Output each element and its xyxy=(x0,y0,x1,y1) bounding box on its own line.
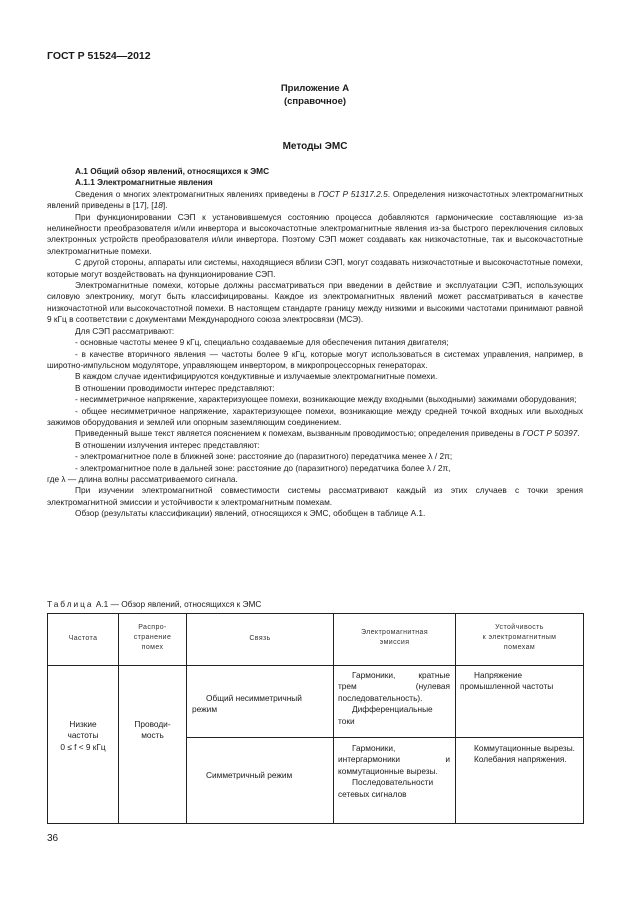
appendix-title: Приложение А xyxy=(280,83,350,94)
body-text xyxy=(47,166,583,520)
emission-line: Дифференциальные токи xyxy=(338,704,433,726)
list-item: - электромагнитное поле в дальней зоне: расстояние до (паразитного) передатчика более λ / 2π, xyxy=(75,462,451,473)
list-item: - основные частоты менее 9 кГц, специально создаваемые для обеспечения питания двигателя; xyxy=(75,337,449,348)
table-cell-frequency: Низкие частоты 0 ≤ f < 9 кГц xyxy=(60,719,106,752)
immunity-line: Колебания напряжения. xyxy=(474,754,567,765)
page-number: 36 xyxy=(47,833,59,844)
list-item: - несимметричное напряжение, характеризующее помехи, возникающие между входными (выходными) зажимами оборудования; xyxy=(75,394,577,405)
section-title: Методы ЭМС xyxy=(282,141,348,152)
paragraph: В отношении излучения интерес представляют: xyxy=(75,439,260,450)
paragraph: Электромагнитные помехи, которые должны рассматриваться при введении в действие и эксплуатации СЭП, использующих силовую электронику, могут быть классифицированы. Каждое из электромагнитных явлений может рассматриваться в качестве низкочастотной или высокочастотной помехи. В настоящем стандарте границу между низкими и высокими частотами принимают равной 9 кГц в соответствии с документами Международного союза электросвязи (МСЭ). xyxy=(47,280,583,325)
table-caption-label: Таблица xyxy=(47,599,94,609)
list-item: - в качестве вторичного явления — частоты более 9 кГц, которые могут использоваться в системах управления, например, в широтно-импульсном модуляторе, управляющем инвертором, в микропроцессорных генераторах. xyxy=(47,348,583,370)
list-item: - электромагнитное поле в ближней зоне: расстояние до (паразитного) передатчика менее λ / 2π; xyxy=(75,451,453,462)
paragraph: В отношении проводимости интерес представляют: xyxy=(75,382,275,393)
table-cell-immunity xyxy=(460,670,578,693)
paragraph: где λ — длина волны рассматриваемого сигнала. xyxy=(47,473,238,484)
paragraph: В каждом случае идентифицируются кондуктивные и излучаемые электромагнитные помехи. xyxy=(75,371,438,382)
table-cell-propagation: Проводи- мость xyxy=(134,719,171,741)
paragraph: Обзор (результаты классификации) явлений, относящихся к ЭМС, обобщен в таблице А.1. xyxy=(75,508,426,519)
immunity-line: Коммутационные вырезы. xyxy=(474,743,575,753)
paragraph: Для СЭП рассматривают: xyxy=(75,325,175,336)
list-item: - общее несимметричное напряжение, характеризующее помехи, возникающие между средней точкой входных или выходных зажимов оборудования и землей или опорным заземляющим соединением. xyxy=(47,405,583,427)
paragraph: При изучении электромагнитной совместимости системы рассматривают каждый из этих случаев с точки зрения электромагнитной эмиссии и устойчивости к электромагнитным помехам. xyxy=(47,485,583,507)
standard-reference: ГОСТ Р 51317.2.5 xyxy=(318,188,388,199)
emission-line: Гармоники, кратные трем (нулевая последовательность). xyxy=(338,670,450,703)
table-cell-immunity xyxy=(460,743,578,766)
table-header-immunity: Устойчивость к электромагнитным помехам xyxy=(482,624,557,651)
table-cell-emission xyxy=(338,743,450,800)
table-header-emission: Электромагнитная эмиссия xyxy=(360,629,429,646)
standard-reference: ГОСТ Р 50397 xyxy=(522,428,578,439)
paragraph: С другой стороны, аппараты или системы, находящиеся вблизи СЭП, могут создавать низкочастотные и высокочастотные помехи, которые могут воздействовать на функционирование СЭП. xyxy=(47,257,583,279)
immunity-line: Напряжение промышленной частоты xyxy=(460,670,554,692)
table-caption-text: А.1 — Обзор явлений, относящихся к ЭМС xyxy=(93,599,262,609)
table-cell-emission xyxy=(338,670,450,727)
paragraph: Приведенный выше текст является пояснением к помехам, вызванным проводимостью; определения приведены в ГОСТ Р 50397. xyxy=(75,428,580,439)
paragraph: Сведения о многих электромагнитных явлениях приведены в ГОСТ Р 51317.2.5. Определения низкочастотных электромагнитных явлений приведены в [17], [18]. xyxy=(47,188,583,211)
table-header-coupling: Связь xyxy=(249,635,271,642)
table-cell-coupling: Симметричный режим xyxy=(206,770,293,780)
bibliography-reference: 18 xyxy=(153,200,163,211)
table-header-frequency: Частота xyxy=(68,635,98,642)
heading-a11: А.1.1 Электромагнитные явления xyxy=(75,177,213,188)
table-cell-coupling: Общий несимметричный режим xyxy=(192,693,302,715)
table-header-propagation: Распро- странение помех xyxy=(133,624,172,651)
table-caption xyxy=(47,599,261,609)
paragraph: При функционировании СЭП к установившемуся состоянию процесса добавляются гармонические составляющие из-за нелинейности преобразователя и/или инвертора и высокочастотные электромагнитные явления из-за быстрого переключения силовых электронных устройств преобразователя и/или инвертора. Поэтому СЭП может создавать как низкочастотные, так и высокочастотные электромагнитные помехи. xyxy=(47,211,583,256)
heading-a1: А.1 Общий обзор явлений, относящихся к ЭМС xyxy=(75,166,270,176)
emission-line: Гармоники, интергармоники и коммутационные вырезы. xyxy=(338,743,450,776)
emission-line: Последовательности сетевых сигналов xyxy=(338,777,434,799)
appendix-subtitle: (справочное) xyxy=(283,96,347,107)
document-id: ГОСТ Р 51524—2012 xyxy=(47,50,151,62)
